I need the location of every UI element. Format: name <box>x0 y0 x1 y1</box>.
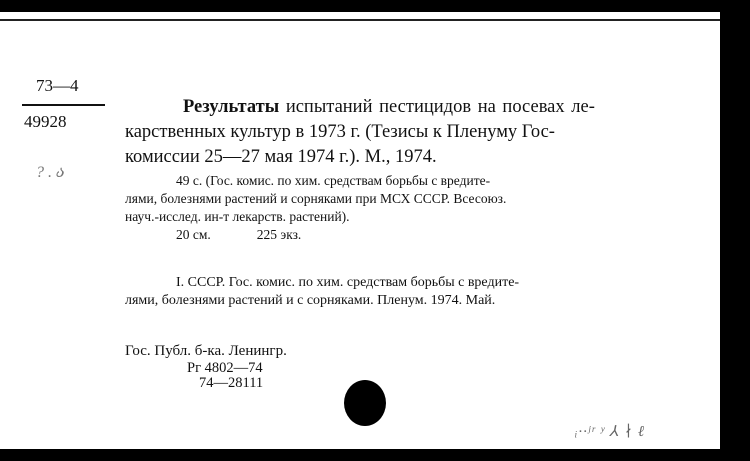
title-line-1-rest: испытаний пестицидов на посевах ле- <box>285 97 595 117</box>
description-line-1: 49 с. (Гос. комис. по хим. средствам борьбы с вредите- <box>176 173 491 188</box>
description-line-2: лями, болезнями растений и сорняками при МСХ СССР. Всесоюз. <box>125 191 507 206</box>
call-number-bottom: 49928 <box>24 112 67 131</box>
card-punch-hole <box>344 380 386 426</box>
title-bold-word: Результаты <box>183 97 280 117</box>
description-line-4 <box>176 227 301 243</box>
library-name: Гос. Публ. б-ка. Ленингр. <box>125 343 287 359</box>
library-accession-number: 74—28111 <box>199 375 264 391</box>
print-run: 225 экз. <box>256 227 302 242</box>
library-register-number: Рг 4802—74 <box>187 360 263 376</box>
title-line-1 <box>183 97 595 118</box>
call-number-top: 73—4 <box>36 76 79 95</box>
card-top-rule <box>0 19 720 21</box>
subject-line-1: I. СССР. Гос. комис. по хим. средствам борьбы с вредите- <box>176 275 520 290</box>
handwritten-marks: ? . ა <box>36 164 65 181</box>
subject-line-2: лями, болезнями растений и с сорняками. Пленум. 1974. Май. <box>125 293 496 308</box>
catalog-card <box>0 12 720 449</box>
title-line-2: карственных культур в 1973 г. (Тезисы к Пленуму Гос- <box>125 122 555 142</box>
title-line-3: комиссии 25—27 мая 1974 г.). М., 1974. <box>125 147 437 167</box>
handwritten-footer-note: ᵢ··ʲʳ ʸ ⅄ ∤ ℓ <box>575 424 646 440</box>
description-line-3: науч.-исслед. ин-т лекарств. растений). <box>125 209 350 224</box>
book-size: 20 см. <box>176 227 211 242</box>
call-number-divider <box>22 104 105 106</box>
